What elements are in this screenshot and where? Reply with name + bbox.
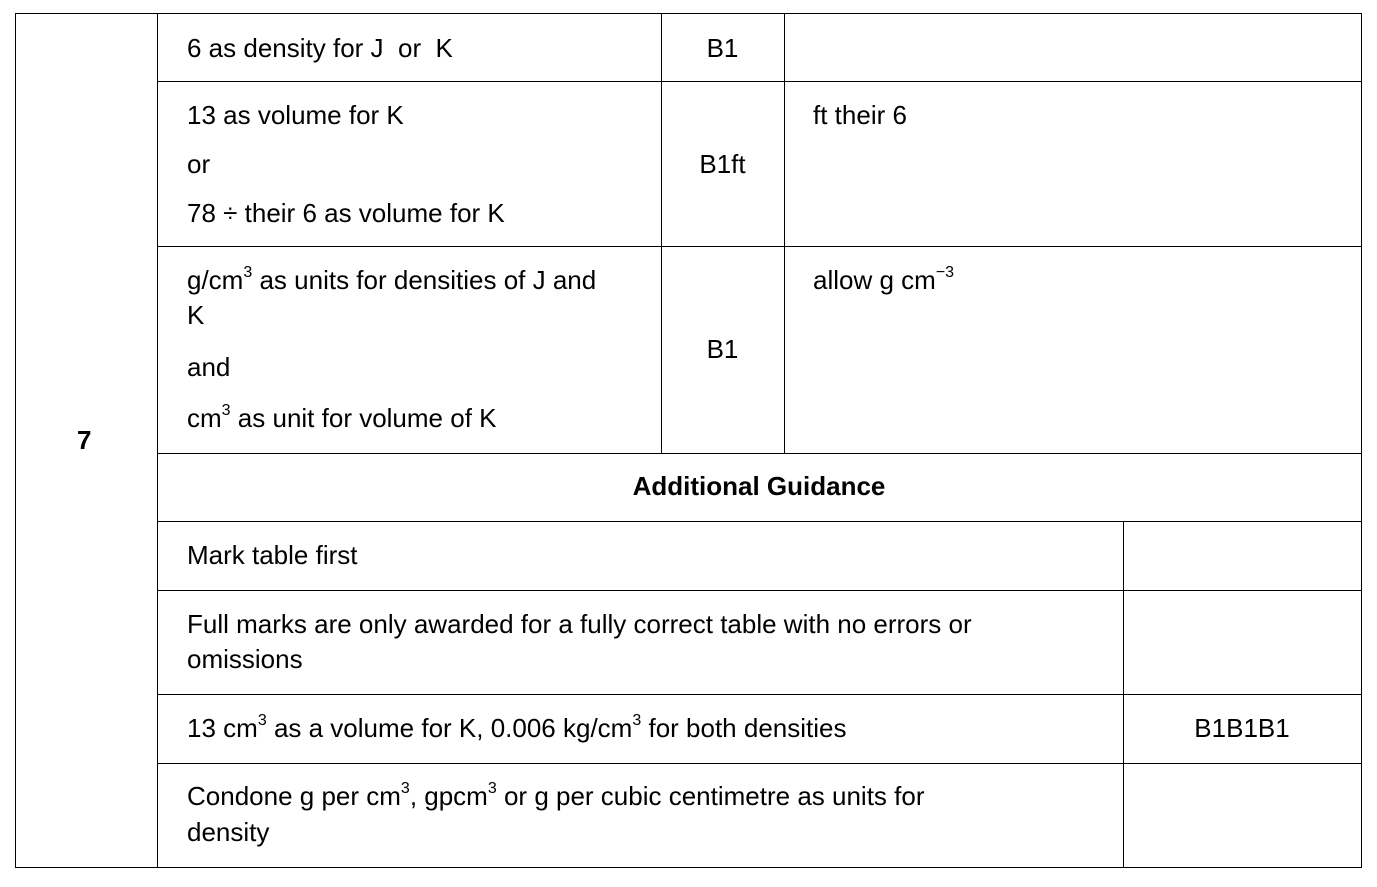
guidance-text: Full marks are only awarded for a fully correct table with no errors or bbox=[187, 609, 972, 639]
guidance-text: 13 $cm^3$ as a volume for K, 0.006 $kg/cm^3$ for both densities bbox=[187, 712, 847, 743]
row-divider bbox=[157, 521, 1362, 522]
guidance-mark: B1B1B1 bbox=[1194, 713, 1290, 743]
answer-text: 78 ÷ their 6 as volume for K bbox=[187, 198, 505, 228]
mark-code: B1 bbox=[706, 33, 739, 63]
column-divider bbox=[1123, 521, 1124, 868]
answer-text: and bbox=[187, 352, 231, 382]
row-divider bbox=[157, 694, 1362, 695]
answer-text: 6 as density for J or K bbox=[187, 33, 453, 63]
guidance-text: omissions bbox=[187, 644, 303, 674]
comment-text: allow g $cm^{-3}$ bbox=[813, 264, 955, 295]
answer-text: $g/cm^3$ as units for densities of J and bbox=[187, 264, 597, 295]
comment-text: ft their 6 bbox=[813, 100, 907, 130]
column-divider bbox=[784, 13, 785, 454]
column-divider bbox=[661, 13, 662, 454]
guidance-heading: Additional Guidance bbox=[632, 471, 886, 501]
answer-text: or bbox=[187, 149, 211, 179]
answer-text: $cm^3$ as unit for volume of K bbox=[187, 402, 497, 433]
table-border-top bbox=[15, 13, 1362, 14]
mark-code: B1 bbox=[706, 334, 739, 364]
question-number: 7 bbox=[77, 425, 92, 455]
answer-text: 13 as volume for K bbox=[187, 100, 404, 130]
row-divider bbox=[157, 81, 1362, 82]
row-divider bbox=[157, 246, 1362, 247]
column-divider bbox=[157, 13, 158, 868]
row-divider bbox=[157, 763, 1362, 764]
table-border-bottom bbox=[15, 867, 1362, 868]
table-border-right bbox=[1361, 13, 1362, 868]
row-divider bbox=[157, 453, 1362, 454]
mark-code: B1ft bbox=[699, 149, 746, 179]
table-border-left bbox=[15, 13, 16, 868]
answer-text: K bbox=[187, 300, 205, 330]
row-divider bbox=[157, 590, 1362, 591]
guidance-text: Condone g per $cm^3$, gpcm$^3$ or g per cubic centimetre as units for bbox=[187, 780, 925, 811]
guidance-text: density bbox=[187, 817, 270, 847]
guidance-text: Mark table first bbox=[187, 540, 358, 570]
